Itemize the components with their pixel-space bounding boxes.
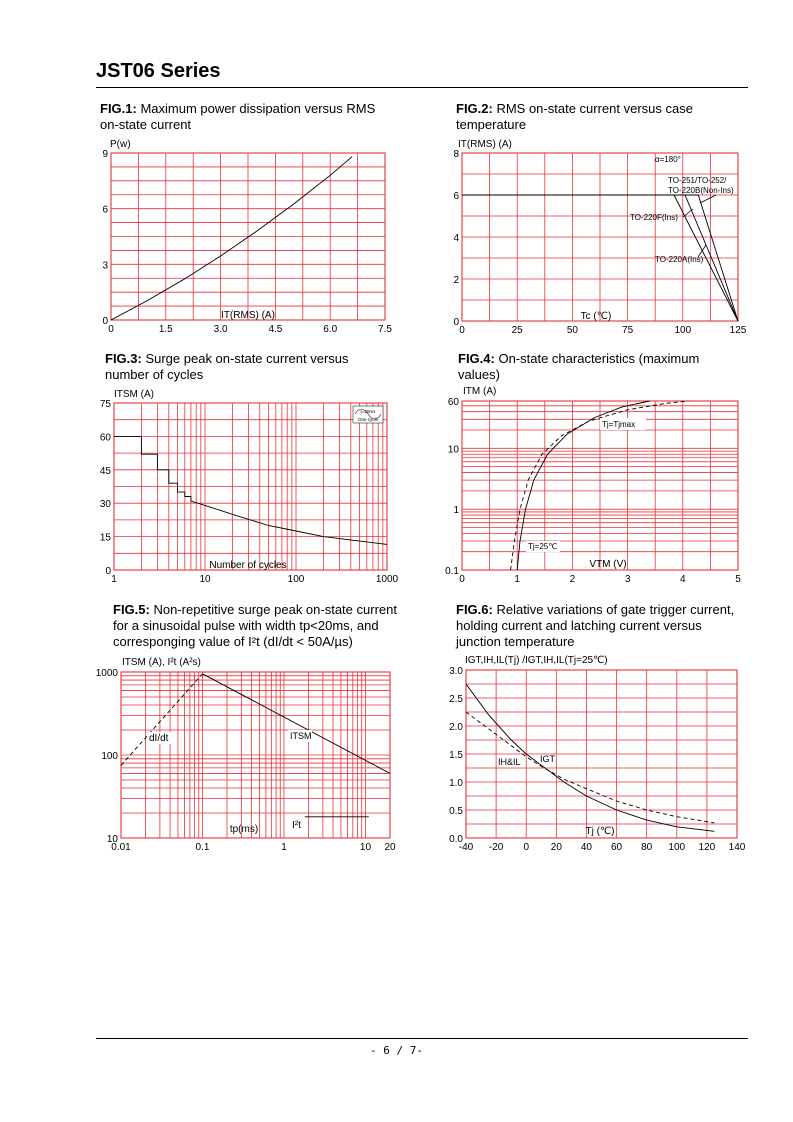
fig2-annotation-to220a: TO-220A(Ins): [655, 255, 704, 264]
fig2-y-axis-label: IT(RMS) (A): [458, 139, 512, 150]
fig6-caption-line: Relative variations of gate trigger current,: [492, 602, 735, 617]
fig2-caption-line: temperature: [456, 117, 527, 132]
fig6-caption-label: FIG.6:: [456, 602, 493, 617]
fig4-x-tick-label: 1: [514, 574, 520, 585]
fig4-y-tick-label: 1: [453, 505, 459, 517]
fig2-x-tick-label: 25: [511, 325, 523, 336]
fig4-y-axis-label: ITM (A): [463, 386, 497, 397]
fig4-y-tick-label: 60: [447, 397, 459, 408]
page-number: - 6 / 7-: [370, 1044, 423, 1057]
fig6-x-tick-label: -20: [488, 842, 504, 853]
fig6-annotation-ih-il: IH&IL: [498, 757, 521, 767]
fig6-x-tick-label: 140: [728, 842, 746, 853]
fig4-caption-line: values): [458, 367, 500, 382]
fig2-annotation-alpha: α=180°: [655, 155, 681, 164]
fig4-y-tick-label: 10: [447, 444, 459, 456]
fig5-caption-label: FIG.5:: [113, 602, 150, 617]
fig2-y-tick-label: 8: [453, 149, 459, 160]
fig1-y-axis-label: P(w): [110, 139, 131, 150]
fig4-caption-label: FIG.4:: [458, 351, 495, 366]
fig3-y-axis-label: ITSM (A): [114, 389, 154, 400]
fig3-caption-line: Surge peak on-state current versus: [141, 351, 349, 366]
fig3-x-tick-label: 1000: [375, 574, 399, 585]
fig6-x-tick-label: 120: [698, 842, 716, 853]
fig2-annotation-to220b: TO-220B(Non-Ins): [668, 186, 734, 195]
fig3-y-tick-label: 45: [99, 465, 111, 477]
fig3-legend-pulse-width: t=20ms: [360, 409, 376, 414]
fig3-legend-one-cycle: One cycle: [357, 417, 379, 422]
fig2-x-tick-label: 0: [459, 325, 465, 336]
fig1-caption-label: FIG.1:: [100, 101, 137, 116]
fig6-x-axis-label: Tj (℃): [585, 826, 615, 837]
fig3-y-tick-label: 75: [99, 399, 111, 410]
fig3-chart: [100, 389, 399, 585]
fig2-x-axis-label: Tc (℃): [580, 311, 612, 322]
page-title: JST06 Series: [96, 60, 221, 82]
fig5-y-tick-label: 10: [106, 834, 118, 845]
fig1-y-tick-label: 3: [102, 260, 108, 272]
fig5-y-tick-label: 1000: [95, 668, 118, 679]
fig5-annotation-i2t: I²t: [292, 820, 301, 831]
fig2-annotation-pointer: [700, 195, 716, 203]
fig3-y-tick-label: 60: [99, 432, 111, 444]
fig2-x-tick-label: 50: [566, 325, 578, 336]
fig1-x-tick-label: 3.0: [213, 324, 228, 335]
fig4-caption-line: On-state characteristics (maximum: [494, 351, 700, 366]
fig6-x-tick-label: 100: [668, 842, 686, 853]
fig6-caption-line: junction temperature: [456, 634, 575, 649]
fig2-y-tick-label: 0: [453, 317, 459, 328]
fig3-y-tick-label: 0: [105, 566, 111, 577]
fig1-caption-line: Maximum power dissipation versus RMS: [136, 101, 376, 116]
fig2-x-tick-label: 125: [729, 325, 747, 336]
fig6-y-tick-label: 2.5: [449, 694, 463, 705]
fig5-caption-line: corresponging value of I²t (dI/dt < 50A/µs): [113, 634, 353, 649]
fig4-y-tick-label: 0.1: [445, 566, 459, 577]
fig5-x-tick-label: 1: [281, 842, 287, 853]
fig2-annotation-to251: TO-251/TO-252/: [668, 176, 727, 185]
fig3-x-tick-label: 1: [111, 574, 117, 585]
fig3-x-tick-label: 10: [199, 574, 211, 585]
fig4-chart: [445, 386, 741, 585]
fig5-annotation-didt: dI/dt: [149, 733, 169, 744]
fig1-y-tick-label: 6: [102, 204, 108, 216]
fig3-y-tick-label: 30: [99, 499, 111, 511]
fig1-x-tick-label: 0: [108, 324, 114, 335]
fig6-y-tick-label: 3.0: [449, 666, 463, 677]
fig6-y-tick-label: 2.0: [449, 722, 463, 733]
fig6-y-tick-label: 1.5: [449, 750, 463, 761]
fig1-caption-line: on-state current: [100, 117, 192, 132]
footer-rule: [96, 1038, 748, 1039]
fig2-x-tick-label: 100: [674, 325, 692, 336]
fig3-y-tick-label: 15: [99, 532, 111, 544]
fig3-x-axis-label: Number of cycles: [209, 560, 287, 571]
fig1-chart: [102, 139, 392, 335]
fig6-y-tick-label: 1.0: [449, 778, 463, 789]
fig3-caption-label: FIG.3:: [105, 351, 142, 366]
fig4-x-tick-label: 4: [680, 574, 686, 585]
fig1-x-axis-label: IT(RMS) (A): [221, 310, 275, 321]
fig2-y-tick-label: 2: [453, 275, 459, 286]
fig5-x-axis-label: tp(ms): [229, 824, 259, 835]
fig6-x-tick-label: 0: [523, 842, 530, 853]
fig4-x-tick-label: 2: [569, 574, 576, 585]
fig6-x-tick-label: 80: [641, 842, 653, 853]
fig6-x-tick-label: -40: [458, 842, 474, 853]
fig4-x-tick-label: 0: [459, 574, 465, 585]
fig3-caption-line: number of cycles: [105, 367, 204, 382]
fig4-x-tick-label: 5: [735, 574, 741, 585]
fig4-annotation-tj25: Tj=25℃: [528, 542, 558, 551]
fig5-series-line: [121, 674, 203, 766]
fig6-x-tick-label: 40: [580, 842, 593, 853]
fig2-chart: [453, 139, 746, 336]
fig1-y-tick-label: 9: [102, 149, 108, 160]
fig3-series-line: [114, 436, 387, 544]
fig4-annotation-tjmax: Tj=Tjmax: [602, 420, 636, 429]
fig2-annotation-to220f: TO-220F(Ins): [630, 213, 678, 222]
fig2-x-tick-label: 75: [622, 325, 634, 336]
fig1-y-tick-label: 0: [102, 316, 108, 327]
fig5-x-tick-label: 20: [384, 842, 396, 853]
fig5-x-tick-label: 0.01: [111, 842, 131, 853]
fig1-x-tick-label: 4.5: [268, 324, 283, 335]
fig2-caption-label: FIG.2:: [456, 101, 493, 116]
fig5-y-axis-label: ITSM (A), I²t (A²s): [122, 657, 201, 668]
fig2-caption-line: RMS on-state current versus case: [492, 101, 693, 116]
fig2-y-tick-label: 6: [453, 191, 459, 202]
fig4-x-tick-label: 3: [624, 574, 631, 585]
fig1-x-tick-label: 7.5: [378, 324, 392, 335]
fig5-x-tick-label: 10: [359, 842, 372, 853]
fig6-annotation-igt: IGT: [540, 754, 555, 764]
fig6-x-tick-label: 60: [610, 842, 623, 853]
fig3-x-tick-label: 100: [287, 574, 305, 585]
fig5-y-tick-label: 100: [101, 751, 118, 762]
fig5-caption-line: for a sinusoidal pulse with width tp<20ms, and: [113, 618, 379, 633]
fig6-chart: [449, 655, 746, 853]
fig5-chart: [96, 657, 396, 853]
fig2-y-tick-label: 4: [453, 233, 459, 244]
fig6-y-tick-label: 0.5: [449, 806, 463, 817]
fig5-x-tick-label: 0.1: [195, 842, 210, 853]
fig1-x-tick-label: 1.5: [158, 324, 173, 335]
fig1-x-tick-label: 6.0: [323, 324, 338, 335]
fig5-annotation-itsm: ITSM: [290, 731, 312, 741]
fig6-x-tick-label: 20: [550, 842, 562, 853]
fig6-y-axis-label: IGT,IH,IL(Tj) /IGT,IH,IL(Tj=25℃): [465, 655, 608, 666]
fig5-caption-line: Non-repetitive surge peak on-state current: [149, 602, 397, 617]
fig6-caption-line: holding current and latching current versus: [456, 618, 702, 633]
fig6-y-tick-label: 0.0: [449, 834, 463, 845]
fig4-x-axis-label: VTM (V): [589, 559, 627, 570]
